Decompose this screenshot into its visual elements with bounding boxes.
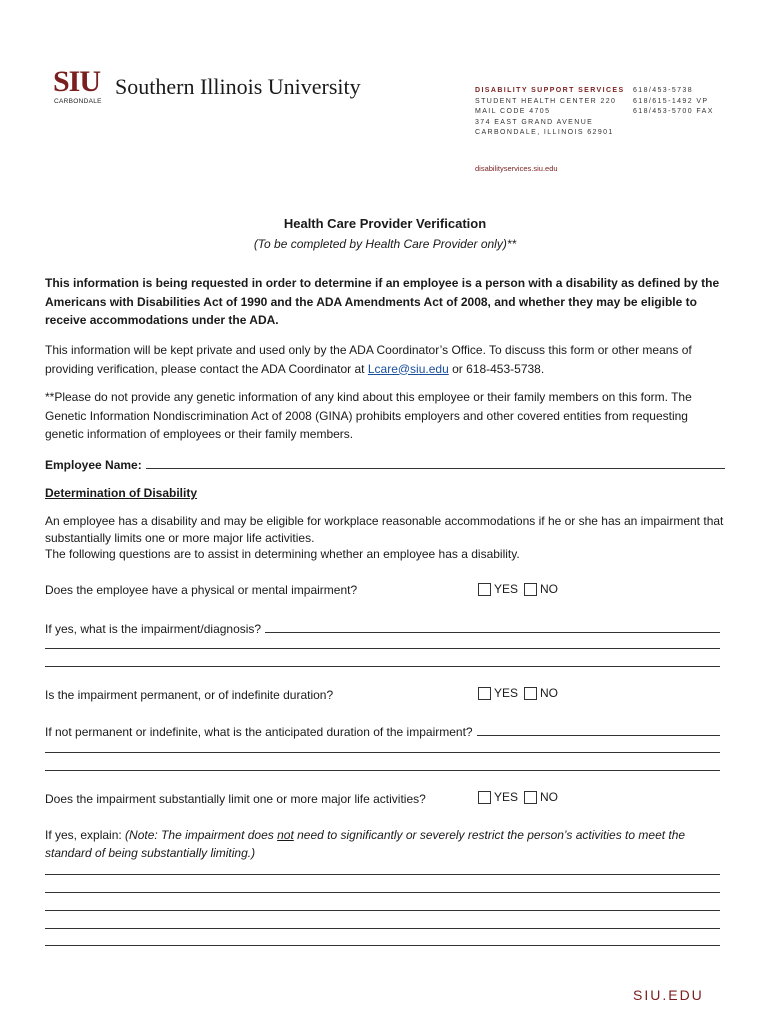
duration-field[interactable] [477,721,720,736]
question-substantially-limits: Does the impairment substantially limit one or more major life activities? [45,792,426,806]
explain-field-line[interactable] [45,928,720,929]
department-address [475,86,625,139]
no-label: NO [540,790,559,804]
explain-label: If yes, explain: [45,828,126,842]
limits-yes-no [478,790,564,804]
ada-email-link[interactable]: Lcare@siu.edu [367,361,449,376]
duration-field-line[interactable] [45,770,720,771]
genetic-notice: **Please do not provide any genetic information of any kind about this employee or their family members on this form. The Genetic Information Nondiscrimination Act of 2008 (GINA) prohibits employers and other covered entities from requesting genetic information of employees or their family members. [45,390,692,441]
privacy-paragraph [45,341,725,378]
form-subtitle: (To be completed by Health Care Provider only)** [253,237,517,251]
duration-field-line[interactable] [45,752,720,753]
employee-name-row [45,454,725,475]
logo-mark: SIU [53,65,101,98]
phone-numbers [633,86,714,118]
question-permanent: Is the impairment permanent, or of indefinite duration? [45,688,334,702]
diagnosis-field-line[interactable] [45,648,720,649]
no-label: NO [540,686,559,700]
university-name: Southern Illinois University [115,74,361,99]
diagnosis-row [45,618,720,639]
permanent-no-checkbox[interactable] [524,687,537,700]
impairment-yes-no [478,582,564,596]
address-line: 374 EAST GRAND AVENUE [475,118,594,126]
department-website[interactable]: disabilityservices.siu.edu [475,164,558,173]
address-line: STUDENT HEALTH CENTER 220 [475,97,617,105]
explain-field-line[interactable] [45,874,720,875]
footer-site: SIU.EDU [633,987,704,1003]
phone-line: 618/615-1492 VP [633,97,709,105]
section-intro [45,513,725,563]
fax-line: 618/453-5700 FAX [633,108,714,115]
employee-name-label: Employee Name: [45,458,142,472]
explain-note-emphasis: not [277,828,294,842]
explain-field-line[interactable] [45,910,720,911]
no-label: NO [540,582,559,596]
diagnosis-label: If yes, what is the impairment/diagnosis? [45,622,262,636]
impairment-no-checkbox[interactable] [524,583,537,596]
yes-label: YES [494,686,519,700]
diagnosis-field-line[interactable] [45,666,720,667]
diagnosis-field[interactable] [265,618,720,633]
section-intro-text: An employee has a disability and may be eligible for workplace reasonable accommodations if he or she has an impairment that substantially limits one or more major life activities. [45,514,724,545]
yes-label: YES [494,790,519,804]
privacy-phone-text: or 618-453-5738. [448,361,545,376]
limits-no-checkbox[interactable] [524,791,537,804]
duration-label: If not permanent or indefinite, what is the anticipated duration of the impairment? [45,725,473,739]
impairment-yes-checkbox[interactable] [478,583,491,596]
yes-label: YES [494,582,519,596]
explain-field-line[interactable] [45,892,720,893]
address-line: CARBONDALE, ILLINOIS 62901 [475,129,614,136]
explain-note: (Note: The impairment does [125,828,278,842]
permanent-yes-checkbox[interactable] [478,687,491,700]
explain-paragraph [45,826,725,862]
address-line: MAIL CODE 4705 [475,108,551,115]
intro-paragraph: This information is being requested in order to determine if an employee is a person with a disability as defined by the Americans with Disabilities Act of 1990 and the ADA Amendments Act of 2008, and whether they may be eligible to receive accommodations under the ADA. [45,276,720,327]
limits-yes-checkbox[interactable] [478,791,491,804]
permanent-yes-no [478,686,564,700]
explain-note: need to significantly or severely restrict the person’s activities to meet the standard of being substantially limiting.) [45,828,686,860]
explain-field-line[interactable] [45,945,720,946]
privacy-text: This information will be kept private and used only by the ADA Coordinator’s Office. To discuss this form or other means of providing verification, please contact the ADA Coordinator at [45,343,692,376]
section-intro-text: The following questions are to assist in determining whether an employee has a disability. [45,547,520,561]
question-impairment: Does the employee have a physical or mental impairment? [45,583,358,597]
employee-name-field[interactable] [146,454,725,469]
campus-name: CARBONDALE [54,98,102,105]
phone-line: 618/453-5738 [633,87,694,94]
form-title: Health Care Provider Verification [283,216,487,231]
duration-row [45,721,720,742]
department-name: DISABILITY SUPPORT SERVICES [475,87,625,94]
section-heading: Determination of Disability [45,486,198,500]
